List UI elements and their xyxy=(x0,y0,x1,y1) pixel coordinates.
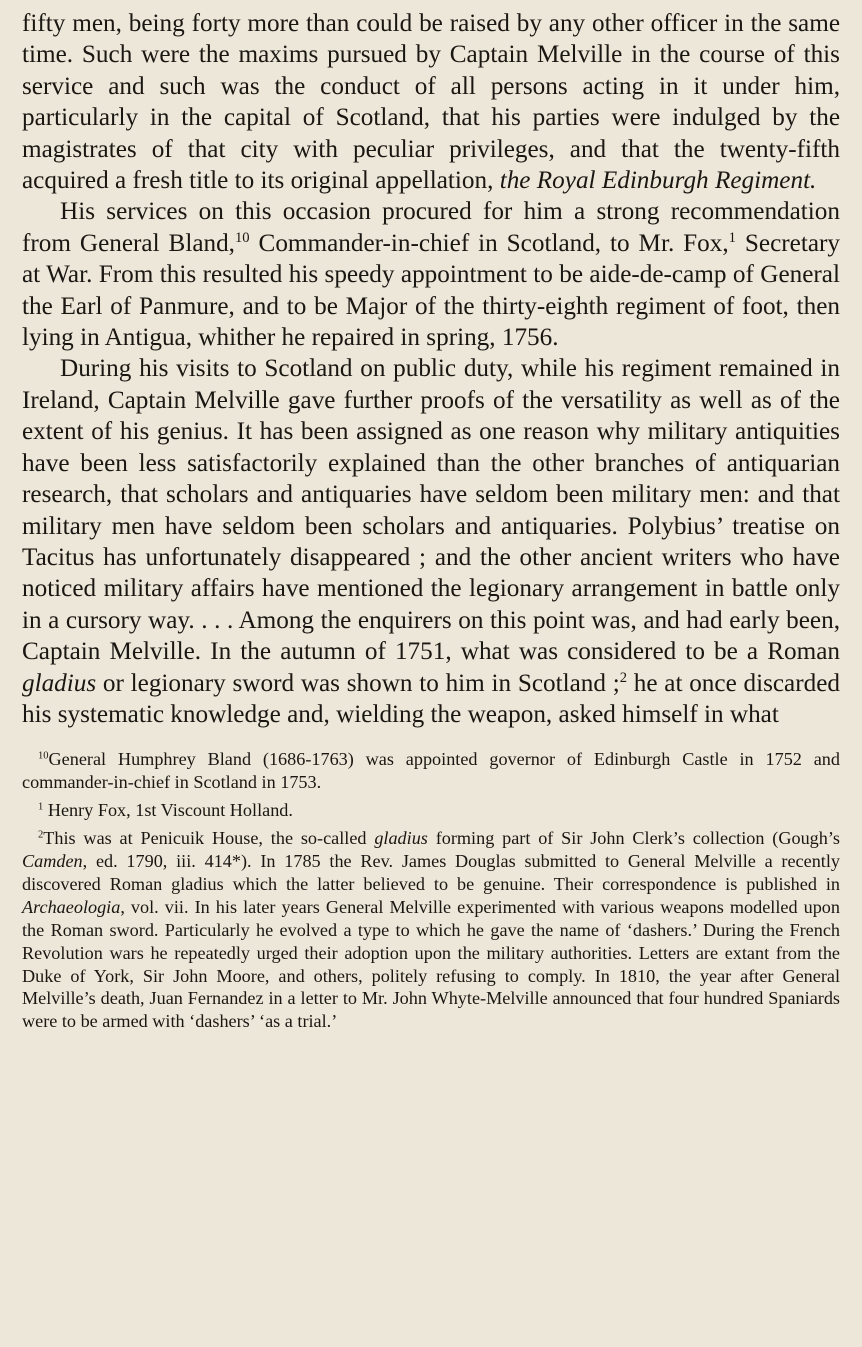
footnotes xyxy=(22,748,840,1033)
paragraph-3-text-a: During his visits to Scotland on public duty, while his regiment remained in Ireland, Captain Melville gave further proofs of the versatility as well as of the extent of his genius. It has been assigned as one reason why military antiquities have been less satisfactorily explained than the other branches of antiquarian research, that scholars and antiquaries have seldom been military men: and that military men have seldom been scholars and antiquaries. Polybius’ treatise on Tacitus has unfortunately disappeared ; and the other ancient writers who have noticed military affairs have mentioned the legionary arrangement in battle only in a cursory way. . . . Among the enquirers on this point was, and had early been, Captain Melville. In the autumn of 1751, what was considered to be a Roman xyxy=(22,355,840,666)
paragraph-2-text-a: His services on this occasion procured for him a strong recommendation from General Bland, xyxy=(22,198,840,257)
footnote-1-mark: 1 xyxy=(38,801,44,813)
paragraph-3 xyxy=(22,353,840,730)
footnote-2-archaeologia: Archaeologia xyxy=(22,896,121,917)
footnote-2 xyxy=(22,827,840,1033)
footnote-ref-10[interactable]: 10 xyxy=(234,229,250,246)
paragraph-3-text-c: he at once discarded his systematic knowledge and, wielding the weapon, asked himself in what xyxy=(22,669,840,728)
footnote-10 xyxy=(22,748,840,794)
footnote-2-text-a: This was at Penicuik House, the so-called xyxy=(43,828,375,849)
paragraph-1-text: fifty men, being forty more than could be raised by any other officer in the same time. Such were the maxims pursued by Captain Melville in the course of this service and such was the conduct of all persons acting in it under him, particularly in the capital of Scotland, that his parties were indulged by the magistrates of that city with peculiar privileges, and that the twenty-fifth acquired a fresh title to its original appellation, xyxy=(22,10,840,195)
regiment-name: the Royal Edinburgh Regiment. xyxy=(499,167,817,195)
gladius-term: gladius xyxy=(22,669,97,697)
footnote-1 xyxy=(22,799,840,822)
footnote-2-gladius: gladius xyxy=(374,828,428,849)
paragraph-3-text-b: or legionary sword was shown to him in Scotland ; xyxy=(96,669,620,697)
footnote-2-text-c: , ed. 1790, iii. 414*). In 1785 the Rev. James Douglas submitted to General Melville a recently discovered Roman gladius which the latter believed to be genuine. Their correspondence is published in xyxy=(22,850,840,894)
footnote-2-camden: Camden xyxy=(22,850,83,871)
footnote-1-text: Henry Fox, 1st Viscount Holland. xyxy=(43,800,293,821)
paragraph-2 xyxy=(22,196,840,353)
main-text xyxy=(22,8,840,730)
paragraph-2-text-c: Secretary at War. From this resulted his speedy appointment to be aide-de-camp of General the Earl of Panmure, and to be Major of the thirty-eighth regiment of foot, then lying in Antigua, whither he repaired in spring, 1756. xyxy=(22,229,840,352)
paragraph-2-text-b: Commander-in-chief in Scotland, to Mr. Fox, xyxy=(249,229,729,257)
footnote-2-text-d: , vol. vii. In his later years General Melville experimented with various weapons modelled upon the Roman sword. Particularly he evolved a type to which he gave the name of ‘dashers.’ During the French Revolution wars he repeatedly urged their adoption upon the military authorities. Letters are extant from the Duke of York, Sir John Moore, and others, politely refusing to comply. In 1810, the year after General Melville’s death, Juan Fernandez in a letter to Mr. John Whyte-Melville announced that four hundred Spaniards were to be armed with ‘dashers’ ‘as a trial.’ xyxy=(22,896,840,1032)
footnote-2-mark: 2 xyxy=(38,829,44,841)
footnote-ref-1[interactable]: 1 xyxy=(728,229,736,246)
paragraph-1 xyxy=(22,8,840,196)
footnote-ref-2[interactable]: 2 xyxy=(619,669,628,686)
footnote-2-text-b: forming part of Sir John Clerk’s collection (Gough’s xyxy=(427,828,840,849)
footnote-10-text: General Humphrey Bland (1686-1763) was appointed governor of Edinburgh Castle in 1752 and commander-in-chief in Scotland in 1753. xyxy=(22,749,840,793)
footnote-10-mark: 10 xyxy=(38,750,49,762)
